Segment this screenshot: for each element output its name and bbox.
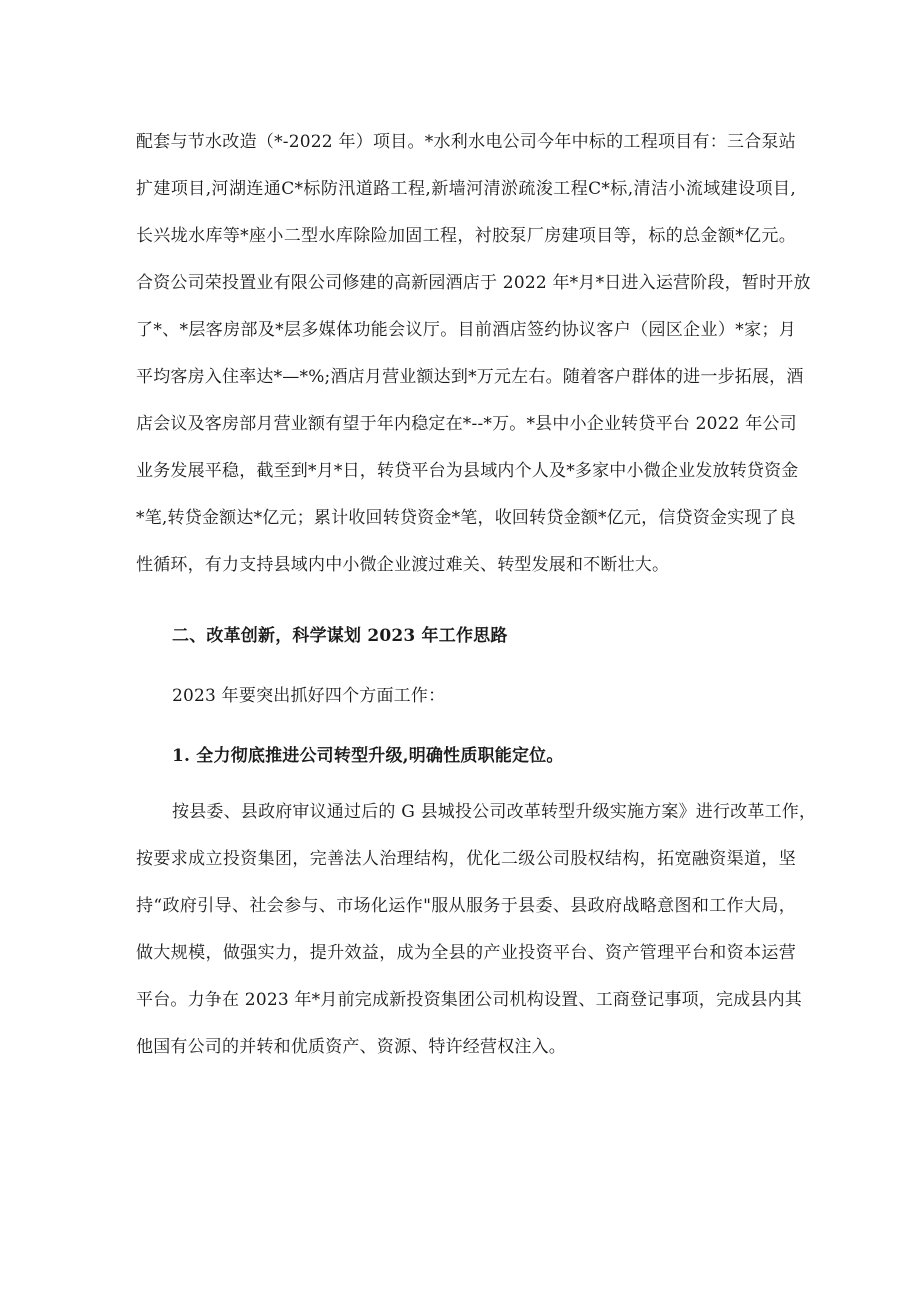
- paragraph-line: 扩建项目,河湖连通C*标防汛道路工程,新墙河清淤疏浚工程C*标,清洁小流域建设项目,: [136, 179, 796, 199]
- section-heading: 二、改革创新，科学谋划 2023 年工作思路: [172, 626, 508, 646]
- paragraph-line: 持“政府引导、社会参与、市场化运作"服从服务于县委、县政府战略意图和工作大局，: [136, 896, 796, 916]
- paragraph-line: 长兴垅水库等*座小二型水库除险加固工程，衬胶泵厂房建项目等，标的总金额*亿元。: [136, 226, 796, 246]
- paragraph-line: 做大规模，做强实力，提升效益，成为全县的产业投资平台、资产管理平台和资本运营: [136, 943, 796, 963]
- paragraph-line: 业务发展平稳，截至到*月*日，转贷平台为县域内个人及*多家中小微企业发放转贷资金: [136, 461, 799, 481]
- paragraph-line: 平台。力争在 2023 年*月前完成新投资集团公司机构设置、工商登记事项，完成县内其: [136, 990, 802, 1010]
- paragraph-line: *笔,转贷金额达*亿元；累计收回转贷资金*笔，收回转贷金额*亿元，信贷资金实现了良: [136, 508, 796, 528]
- paragraph-line: 店会议及客房部月营业额有望于年内稳定在*--*万。*县中小企业转贷平台 2022 年公司: [136, 414, 797, 434]
- paragraph-line: 按要求成立投资集团，完善法人治理结构，优化二级公司股权结构，拓宽融资渠道，坚: [136, 849, 796, 869]
- paragraph-line: 合资公司荣投置业有限公司修建的高新园酒店于 2022 年*月*日进入运营阶段，暂时开放: [136, 273, 811, 293]
- paragraph-line: 平均客房入住率达*—*%;酒店月营业额达到*万元左右。随着客户群体的进一步拓展，酒: [136, 367, 804, 387]
- paragraph-line: 配套与节水改造（*-2022 年）项目。*水利水电公司今年中标的工程项目有：三合泵站: [136, 132, 796, 152]
- intro-text: 2023 年要突出抓好四个方面工作：: [172, 686, 446, 706]
- paragraph-line: 按县委、县政府审议通过后的 G 县城投公司改革转型升级实施方案》进行改革工作，: [172, 802, 817, 822]
- paragraph-line: 他国有公司的并转和优质资产、资源、特许经营权注入。: [136, 1037, 566, 1057]
- paragraph-line: 性循环，有力支持县域内中小微企业渡过难关、转型发展和不断壮大。: [136, 555, 670, 575]
- subsection-heading: 1. 全力彻底推进公司转型升级,明确性质职能定位。: [172, 746, 564, 766]
- paragraph-line: 了*、*层客房部及*层多媒体功能会议厅。目前酒店签约协议客户（园区企业）*家；月: [136, 320, 796, 340]
